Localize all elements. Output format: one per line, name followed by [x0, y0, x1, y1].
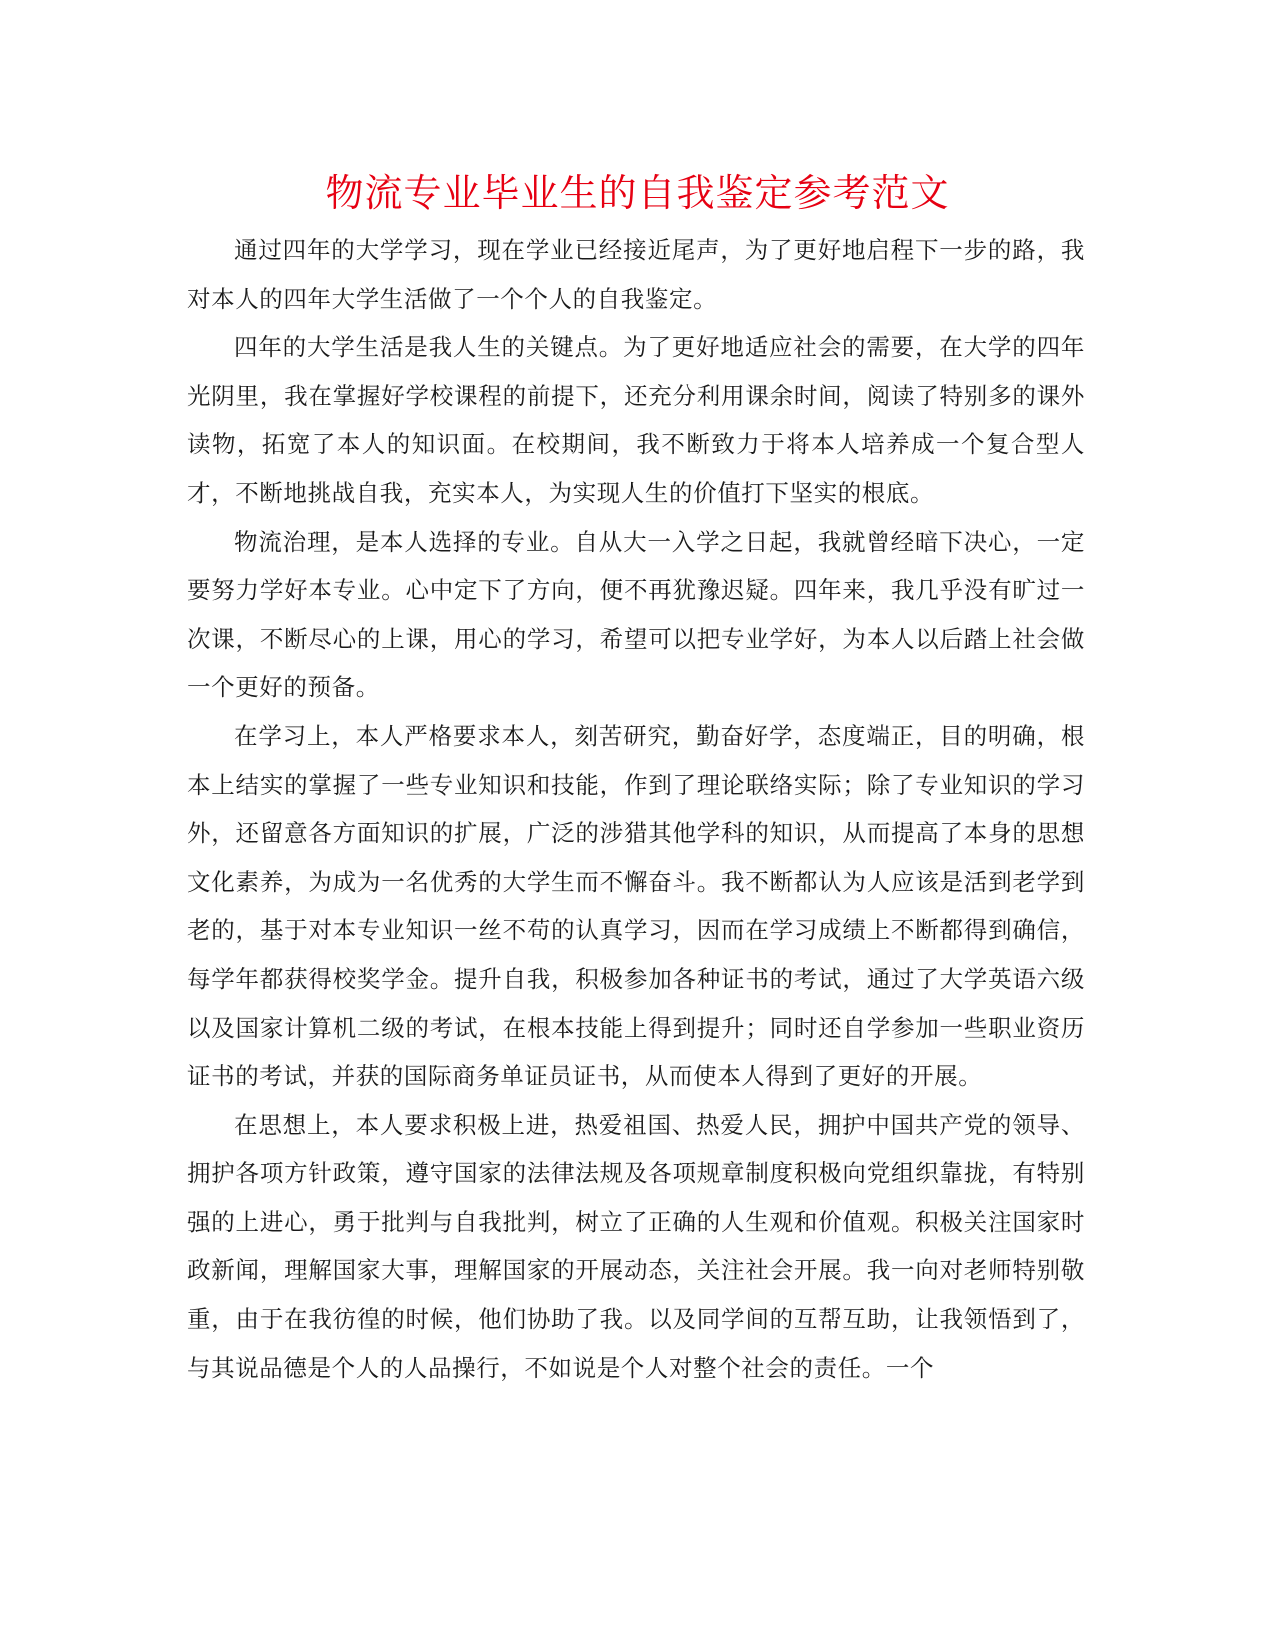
paragraph-5: 在思想上，本人要求积极上进，热爱祖国、热爱人民，拥护中国共产党的领导、拥护各项方针政策，遵守国家的法律法规及各项规章制度积极向党组织靠拢，有特别强的上进心，勇于批判与自我批判，树立了正确的人生观和价值观。积极关注国家时政新闻，理解国家大事，理解国家的开展动态，关注社会开展。我一向对老师特别敬重，由于在我彷徨的时候，他们协助了我。以及同学间的互帮互助，让我领悟到了，与其说品德是个人的人品操行，不如说是个人对整个社会的责任。一个: [187, 1110, 1085, 1382]
document-body: [187, 226, 1085, 1392]
paragraph-1: 通过四年的大学学习，现在学业已经接近尾声，为了更好地启程下一步的路，我对本人的四年大学生活做了一个个人的自我鉴定。: [187, 236, 1085, 313]
paragraph-2: 四年的大学生活是我人生的关键点。为了更好地适应社会的需要，在大学的四年光阴里，我在掌握好学校课程的前提下，还充分利用课余时间，阅读了特别多的课外读物，拓宽了本人的知识面。在校期间，我不断致力于将本人培养成一个复合型人才，不断地挑战自我，充实本人，为实现人生的价值打下坚实的根底。: [187, 333, 1085, 507]
document-title: 物流专业毕业生的自我鉴定参考范文: [325, 171, 950, 215]
paragraph-4: 在学习上，本人严格要求本人，刻苦研究，勤奋好学，态度端正，目的明确，根本上结实的掌握了一些专业知识和技能，作到了理论联络实际；除了专业知识的学习外，还留意各方面知识的扩展，广泛的涉猎其他学科的知识，从而提高了本身的思想文化素养，为成为一名优秀的大学生而不懈奋斗。我不断都认为人应该是活到老学到老的，基于对本专业知识一丝不苟的认真学习，因而在学习成绩上不断都得到确信，每学年都获得校奖学金。提升自我，积极参加各种证书的考试，通过了大学英语六级以及国家计算机二级的考试，在根本技能上得到提升；同时还自学参加一些职业资历证书的考试，并获的国际商务单证员证书，从而使本人得到了更好的开展。: [187, 721, 1085, 1091]
paragraph-3: 物流治理，是本人选择的专业。自从大一入学之日起，我就曾经暗下决心，一定要努力学好本专业。心中定下了方向，便不再犹豫迟疑。四年来，我几乎没有旷过一次课，不断尽心的上课，用心的学习，希望可以把专业学好，为本人以后踏上社会做一个更好的预备。: [187, 527, 1085, 702]
